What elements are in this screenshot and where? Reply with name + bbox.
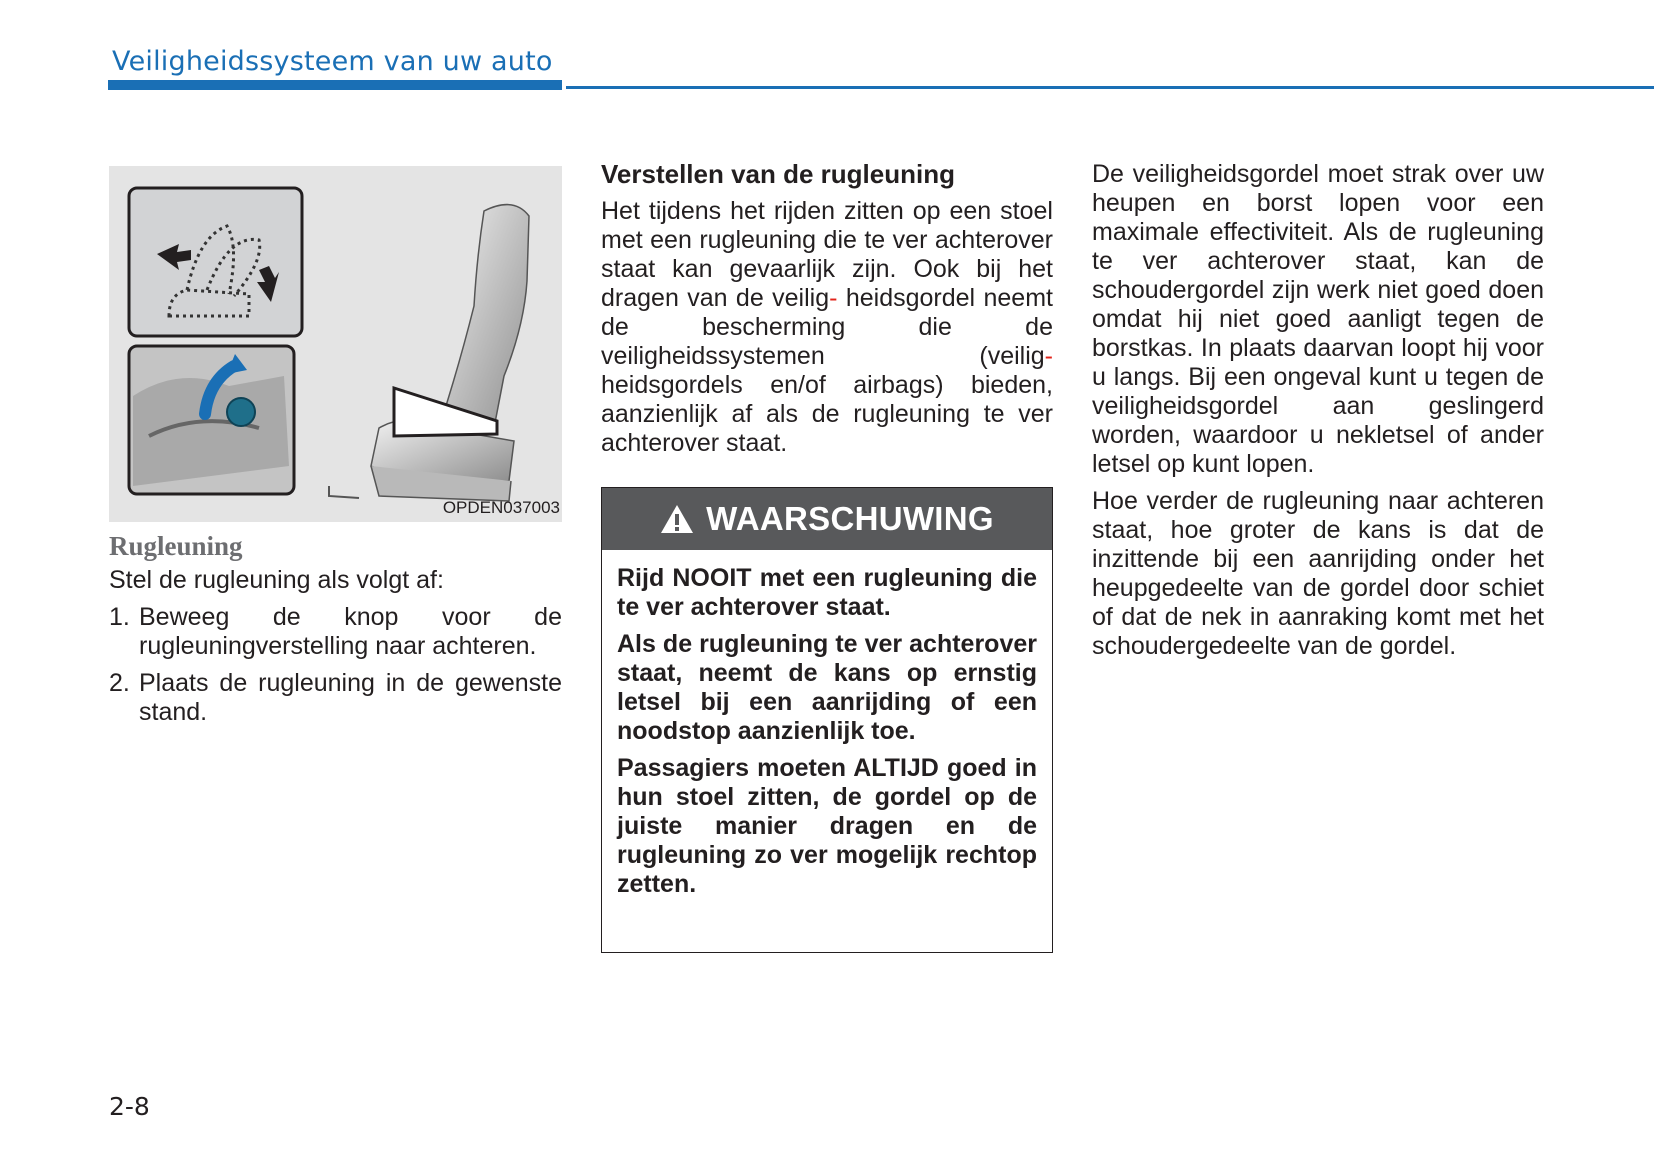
right-column: [1092, 160, 1544, 669]
warning-triangle-icon: [660, 504, 694, 534]
body-paragraph: Hoe verder de rugleuning naar achteren staat, hoe groter de kans is dat de inzittende bij een aanrijding onder het heupgedeelte van de gordel door schiet of dat de nek in aanraking komt met het schoudergedeelte van de gordel.: [1092, 487, 1544, 660]
recline-diagram-inset: [129, 188, 302, 336]
warning-title: WAARSCHUWING: [706, 500, 994, 537]
warning-paragraph: Rijd NOOIT met een rugleuning die te ver achterover staat.: [617, 564, 1037, 621]
figure-code: OPDEN037003: [442, 498, 560, 517]
page-number: 2-8: [109, 1092, 150, 1121]
step-text: Plaats de rugleuning in de gewenste stand.: [139, 669, 562, 726]
seat-drawing: [329, 205, 529, 501]
figure-caption: Rugleuning: [109, 531, 243, 561]
section-paragraph: Het tijdens het rijden zitten op een stoel met een rugleuning die te ver achterover staat kan gevaarlijk zijn. Ook bij het dragen van de veilig- heidsgordel neemt de bescherming die de veiligheidssystemen (veilig- heidsgordels en/of airbags) bieden, aanzienlijk af als de rugleuning te ver achterover staat.: [601, 197, 1053, 457]
list-item: [109, 669, 562, 727]
warning-header: [602, 488, 1052, 550]
seat-recline-illustration: [109, 166, 562, 522]
step-text: Beweeg de knop voor de rugleuningverstelling naar achteren.: [139, 603, 562, 660]
steps-list: [109, 603, 562, 727]
list-item: [109, 603, 562, 661]
warning-body: [602, 550, 1052, 899]
warning-paragraph: Passagiers moeten ALTIJD goed in hun stoel zitten, de gordel op de juiste manier dragen en de rugleuning zo ver mogelijk rechtop zetten.: [617, 754, 1037, 898]
body-paragraph: De veiligheidsgordel moet strak over uw heupen en borst lopen voor een maximale effectiviteit. Als de rugleuning te ver achterover staat, kan de schoudergordel zijn werk niet goed doen omdat hij niet goed aanligt tegen de borstkas. In plaats daarvan loopt hij voor u langs. Bij een ongeval kunt u tegen de veiligheidsgordel aan geslingerd worden, waardoor u nekletsel of ander letsel op kunt lopen.: [1092, 160, 1544, 478]
warning-paragraph: Als de rugleuning te ver achterover staat, neemt de kans op ernstig letsel bij een aanrijding of een noodstop aanzienlijk toe.: [617, 630, 1037, 745]
left-column: [109, 530, 562, 735]
section-title: Verstellen van de rugleuning: [601, 159, 955, 189]
page-header-title: Veiligheidssysteem van uw auto: [112, 46, 553, 77]
recline-switch-inset: [129, 346, 294, 494]
middle-column: [601, 160, 1053, 458]
step-number: 1.: [109, 603, 130, 631]
header-rule-thin: [566, 86, 1654, 89]
intro-text: Stel de rugleuning als volgt af:: [109, 566, 444, 594]
step-number: 2.: [109, 669, 130, 697]
warning-box: [601, 487, 1053, 953]
header-rule-thick: [108, 80, 562, 90]
